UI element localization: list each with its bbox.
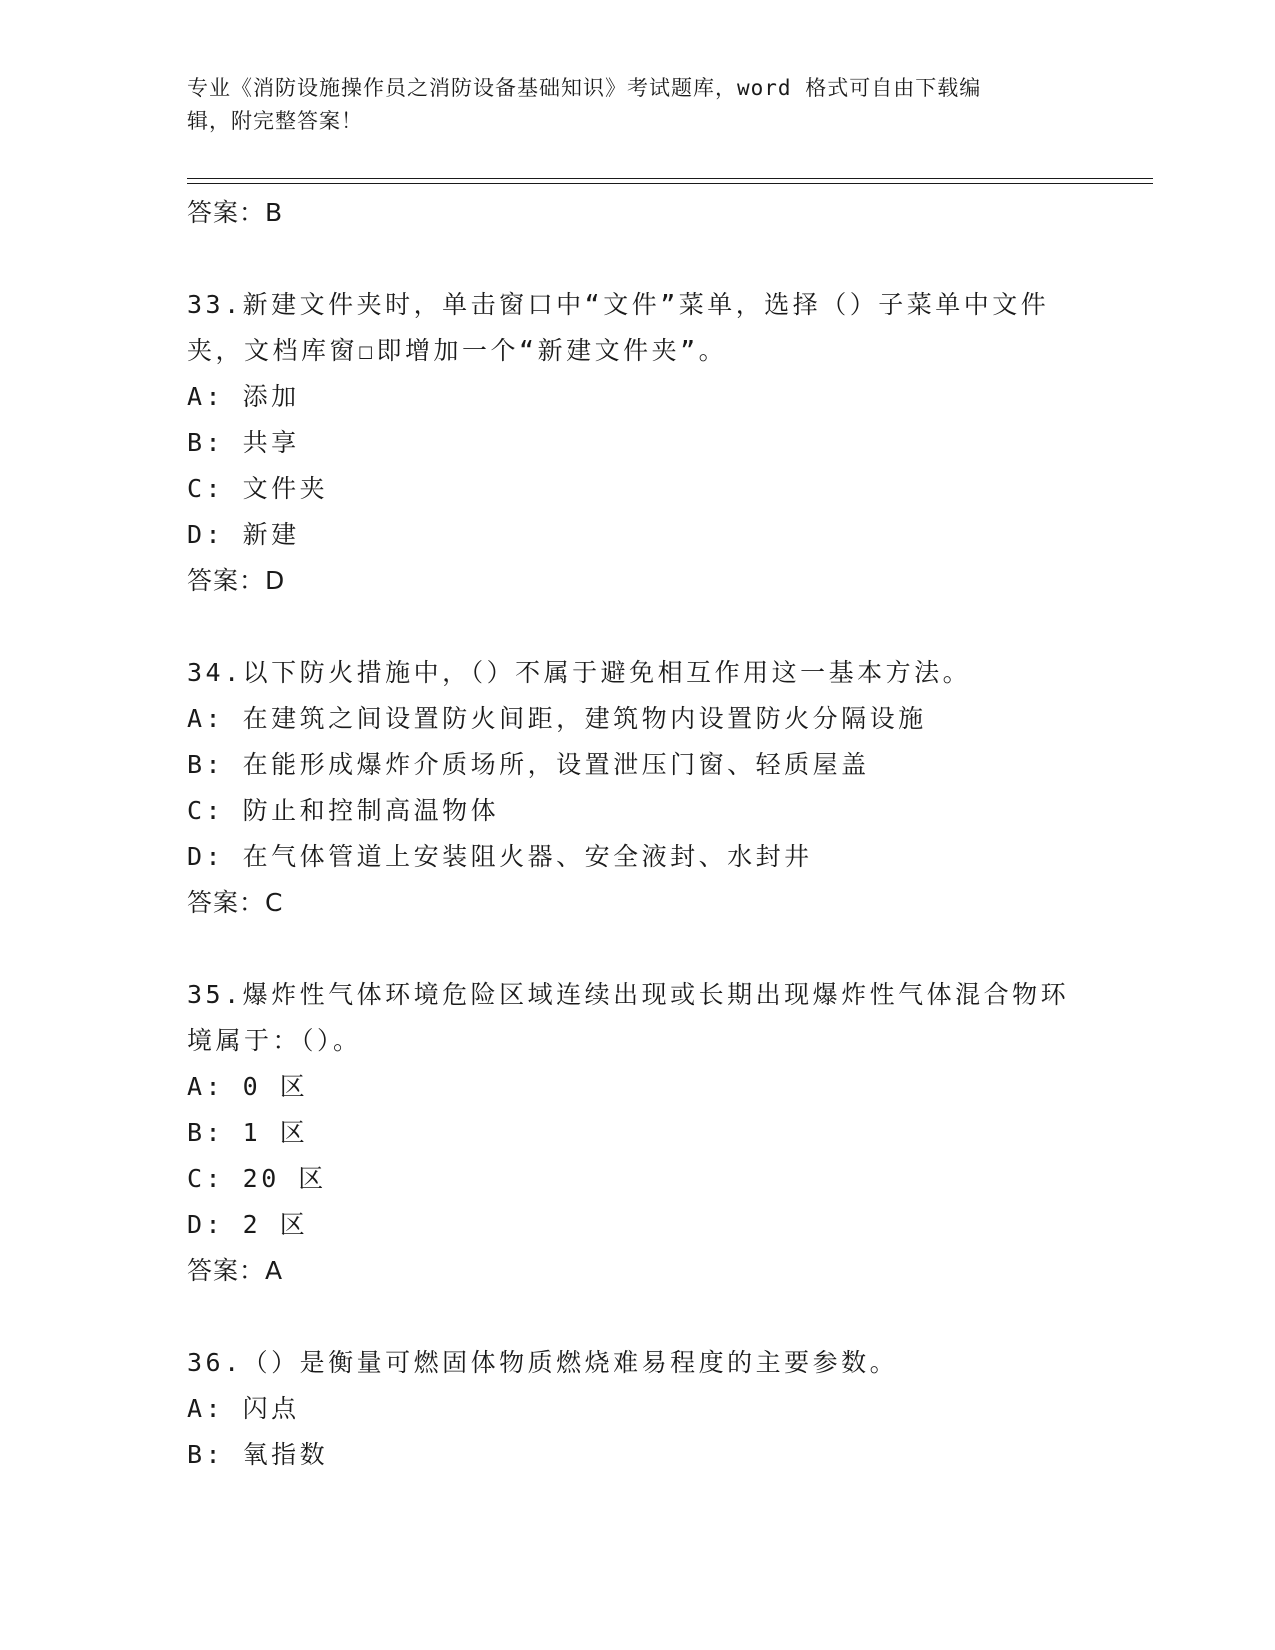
question-stem-line: 35.爆炸性气体环境危险区域连续出现或长期出现爆炸性气体混合物环 (187, 980, 1070, 1009)
option-c: C: 20 区 (187, 1164, 327, 1193)
spacer (187, 926, 1087, 972)
spacer (187, 236, 1087, 282)
answer-line: 答案：C (187, 888, 284, 917)
question-list (187, 190, 1087, 1478)
option-d: D: 在气体管道上安装阻火器、安全液封、水封井 (187, 842, 813, 871)
question-stem-line: 33.新建文件夹时，单击窗口中“文件”菜单，选择（）子菜单中文件 (187, 290, 1050, 319)
question-stem (187, 972, 1087, 1064)
answer-line: 答案：D (187, 566, 286, 595)
header-line-2: 辑，附完整答案！ (187, 109, 363, 133)
header-divider-top (187, 178, 1153, 179)
option-b: B: 1 区 (187, 1118, 309, 1147)
option-d: D: 2 区 (187, 1210, 309, 1239)
option-c: C: 文件夹 (187, 474, 329, 503)
question-block (187, 650, 1087, 926)
header-line-1: 专业《消防设施操作员之消防设备基础知识》考试题库，word 格式可自由下载编 (187, 76, 982, 100)
spacer (187, 604, 1087, 650)
document-header (187, 72, 1067, 138)
question-stem-line: 34.以下防火措施中，（）不属于避免相互作用这一基本方法。 (187, 658, 972, 687)
question-block (187, 972, 1087, 1294)
question-block (187, 282, 1087, 604)
question-stem (187, 650, 1087, 696)
question-stem-line: 境属于：（）。 (187, 1026, 362, 1055)
header-divider-bottom (187, 183, 1153, 184)
option-a: A: 添加 (187, 382, 300, 411)
answer-line: 答案：A (187, 1256, 284, 1285)
option-c: C: 防止和控制高温物体 (187, 796, 500, 825)
option-a: A: 闪点 (187, 1394, 300, 1423)
question-stem (187, 1340, 1087, 1386)
question-stem-line: 夹，文档库窗☐即增加一个“新建文件夹”。 (187, 336, 728, 365)
question-stem (187, 282, 1087, 374)
answer-line: 答案：B (187, 198, 284, 227)
question-stem-line: 36.（）是衡量可燃固体物质燃烧难易程度的主要参数。 (187, 1348, 899, 1377)
option-a: A: 在建筑之间设置防火间距，建筑物内设置防火分隔设施 (187, 704, 927, 733)
option-d: D: 新建 (187, 520, 300, 549)
spacer (187, 1294, 1087, 1340)
option-b: B: 共享 (187, 428, 300, 457)
option-a: A: 0 区 (187, 1072, 309, 1101)
option-b: B: 在能形成爆炸介质场所，设置泄压门窗、轻质屋盖 (187, 750, 870, 779)
question-block (187, 1340, 1087, 1478)
option-b: B: 氧指数 (187, 1440, 329, 1469)
